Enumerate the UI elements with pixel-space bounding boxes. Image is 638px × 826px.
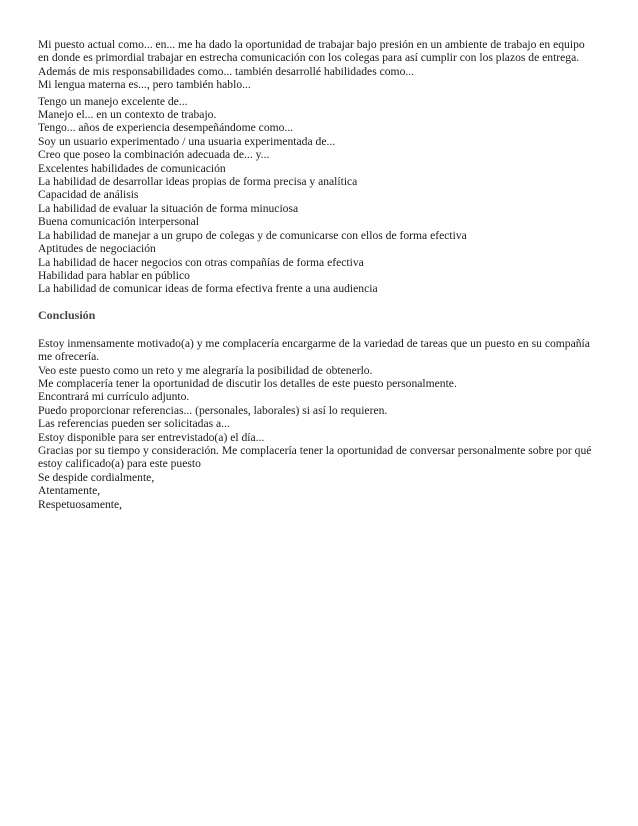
- conclusion-line: Me complacería tener la oportunidad de discutir los detalles de este puesto personalmente.: [38, 376, 457, 390]
- conclusion-line: Puedo proporcionar referencias... (personales, laborales) si así lo requieren.: [38, 403, 388, 417]
- conclusion-line: Veo este puesto como un reto y me alegraría la posibilidad de obtenerlo.: [38, 363, 373, 377]
- letter-page: [38, 38, 598, 511]
- skill-item: Capacidad de análisis: [38, 188, 139, 202]
- skill-item: Habilidad para hablar en público: [38, 268, 190, 282]
- skill-item: Soy un usuario experimentado / una usuaria experimentada de...: [38, 134, 336, 148]
- skill-item: Manejo el... en un contexto de trabajo.: [38, 108, 217, 122]
- intro-paragraph: Mi puesto actual como... en... me ha dado la oportunidad de trabajar bajo presión en un ambiente de trabajo en equipo en donde es primordial trabajar en estrecha comunicación con los colegas para así cumplir con los plazos de entrega.: [38, 38, 585, 65]
- skill-item: La habilidad de comunicar ideas de forma efectiva frente a una audiencia: [38, 282, 378, 296]
- intro-line-languages: Mi lengua materna es..., pero también hablo...: [38, 78, 251, 92]
- skill-item: Buena comunicación interpersonal: [38, 215, 199, 229]
- skill-item: Creo que poseo la combinación adecuada de... y...: [38, 148, 270, 162]
- skills-list: [38, 95, 598, 296]
- conclusion-line: Las referencias pueden ser solicitadas a...: [38, 417, 230, 431]
- conclusion-line: Estoy disponible para ser entrevistado(a) el día...: [38, 430, 265, 444]
- conclusion-paragraph: Estoy inmensamente motivado(a) y me complacería encargarme de la variedad de tareas que un puesto en su compañía me ofrecería.: [38, 336, 590, 364]
- closing-line: Se despide cordialmente,: [38, 470, 155, 484]
- skill-item: Excelentes habilidades de comunicación: [38, 161, 226, 175]
- skill-item: La habilidad de hacer negocios con otras compañías de forma efectiva: [38, 255, 364, 269]
- skill-item: Tengo... años de experiencia desempeñándome como...: [38, 121, 294, 135]
- closing-line: Atentamente,: [38, 484, 101, 498]
- skill-item: Tengo un manejo excelente de...: [38, 94, 188, 108]
- skill-item: Aptitudes de negociación: [38, 242, 156, 256]
- conclusion-heading: Conclusión: [38, 307, 96, 322]
- skill-item: La habilidad de evaluar la situación de forma minuciosa: [38, 201, 299, 215]
- closing-line: Respetuosamente,: [38, 497, 123, 511]
- thanks-paragraph: Gracias por su tiempo y consideración. Me complacería tener la oportunidad de conversar personalmente sobre por qué estoy calificado(a) para este puesto: [38, 443, 592, 471]
- conclusion-body: [38, 337, 598, 511]
- conclusion-line: Encontrará mi currículo adjunto.: [38, 390, 190, 404]
- skill-item: La habilidad de manejar a un grupo de colegas y de comunicarse con ellos de forma efectiva: [38, 228, 467, 242]
- intro-line-responsibilities: Además de mis responsabilidades como... también desarrollé habilidades como...: [38, 64, 415, 78]
- skill-item: La habilidad de desarrollar ideas propias de forma precisa y analítica: [38, 175, 358, 189]
